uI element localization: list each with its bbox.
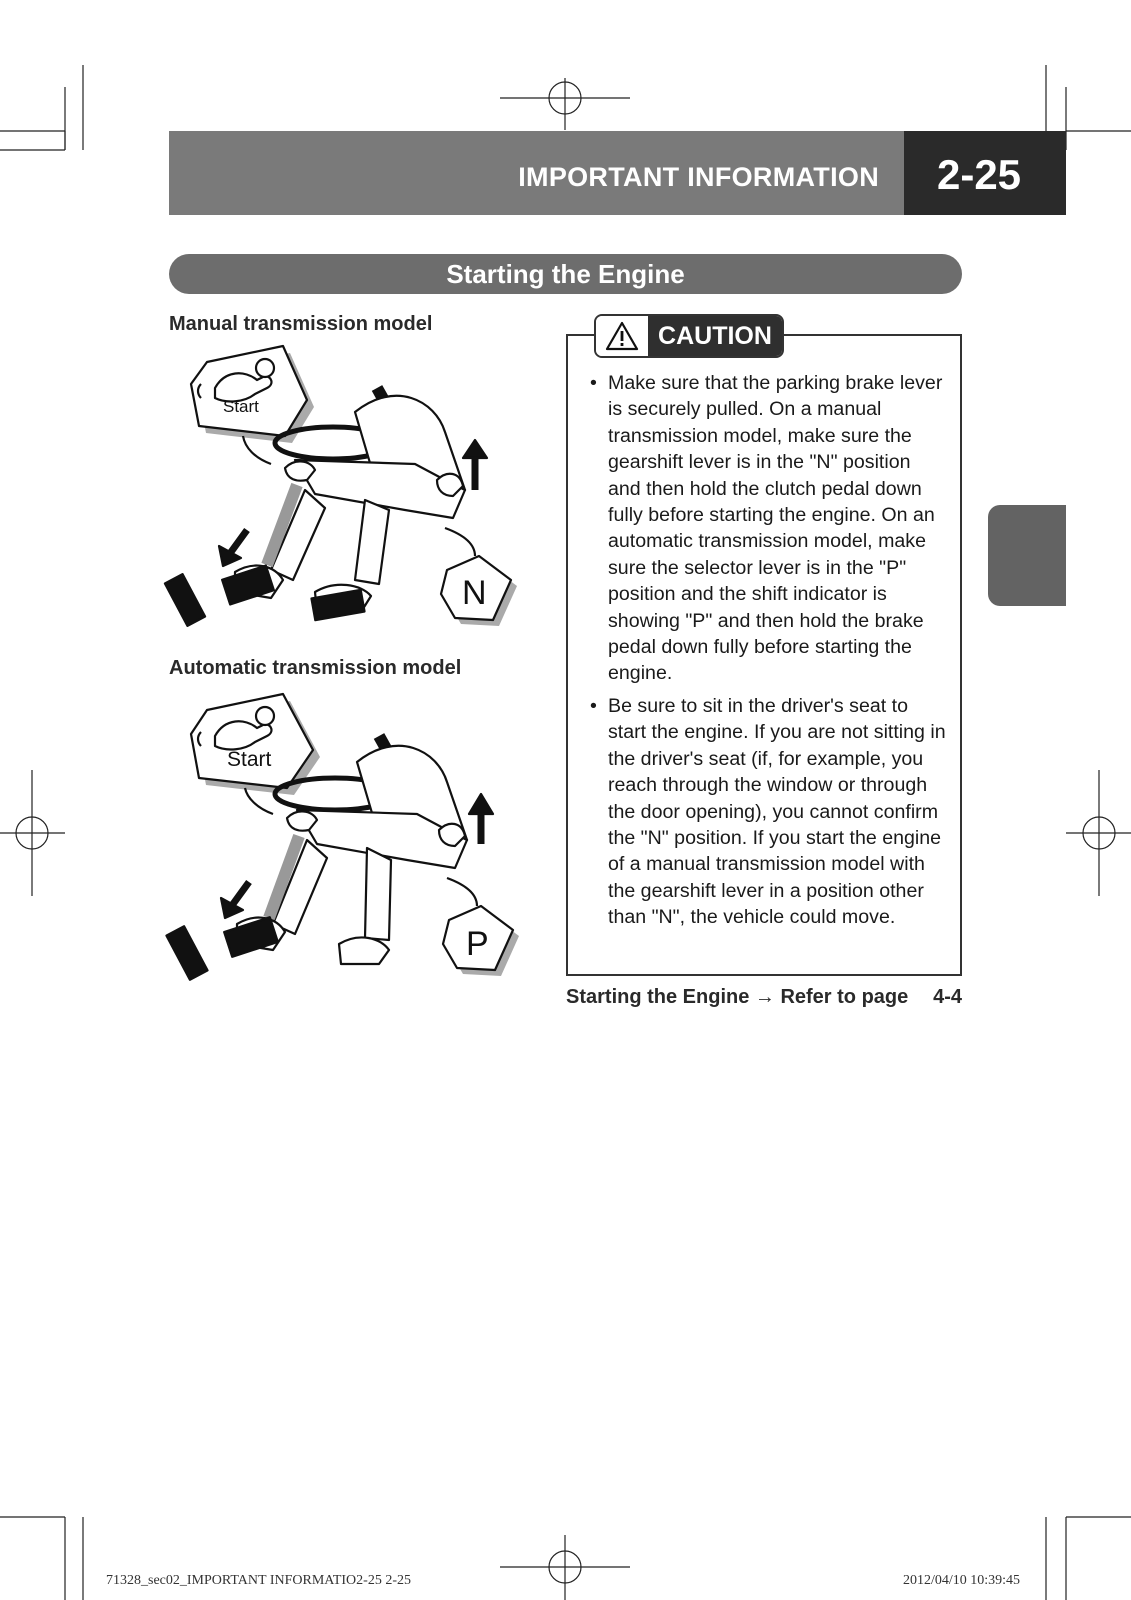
automatic-illustration: [175, 688, 530, 998]
footer-slug: 71328_sec02_IMPORTANT INFORMATIO2-25 2-25: [106, 1573, 411, 1588]
section-side-tab: [988, 505, 1066, 606]
caution-label: [594, 314, 784, 358]
section-title: Starting the Engine: [169, 254, 962, 294]
automatic-gear-label: P: [466, 925, 489, 963]
manual-gear-label: N: [462, 574, 487, 612]
page-number: 2-25: [936, 151, 1022, 198]
caution-list: [588, 370, 948, 937]
manual-illustration: [175, 340, 530, 640]
caution-item: • Make sure that the parking brake lever is securely pulled. On a manual transmission model, make sure the gearshift lever is in the "N" position and then hold the clutch pedal down fully before starting the engine. On an automatic transmission model, make sure the selector lever is in the "P" position and the shift indicator is showing "P" and then hold the brake pedal down fully before starting the engine.: [588, 370, 948, 687]
reference-text: Starting the Engine → Refer to page: [566, 986, 909, 1008]
manual-start-label: Start: [223, 397, 259, 416]
caution-item: • Be sure to sit in the driver's seat to start the engine. If you are not sitting in the driver's seat (if, for example, you reach through the window or through the door opening), you cannot confirm the "N" position. If you start the engine of a manual transmission model with the gearshift lever in a position other than "N", the vehicle could move.: [588, 693, 948, 931]
manual-heading: Manual transmission model: [169, 313, 433, 335]
footer-timestamp: 2012/04/10 10:39:45: [903, 1573, 1021, 1588]
reference-page: 4-4: [933, 986, 962, 1008]
warning-triangle-icon: [596, 316, 648, 356]
header-title: IMPORTANT INFORMATION: [518, 161, 879, 192]
reference-line: [566, 986, 962, 1009]
caution-text: CAUTION: [648, 316, 782, 356]
automatic-heading: Automatic transmission model: [169, 657, 462, 679]
automatic-start-label: Start: [227, 748, 272, 771]
